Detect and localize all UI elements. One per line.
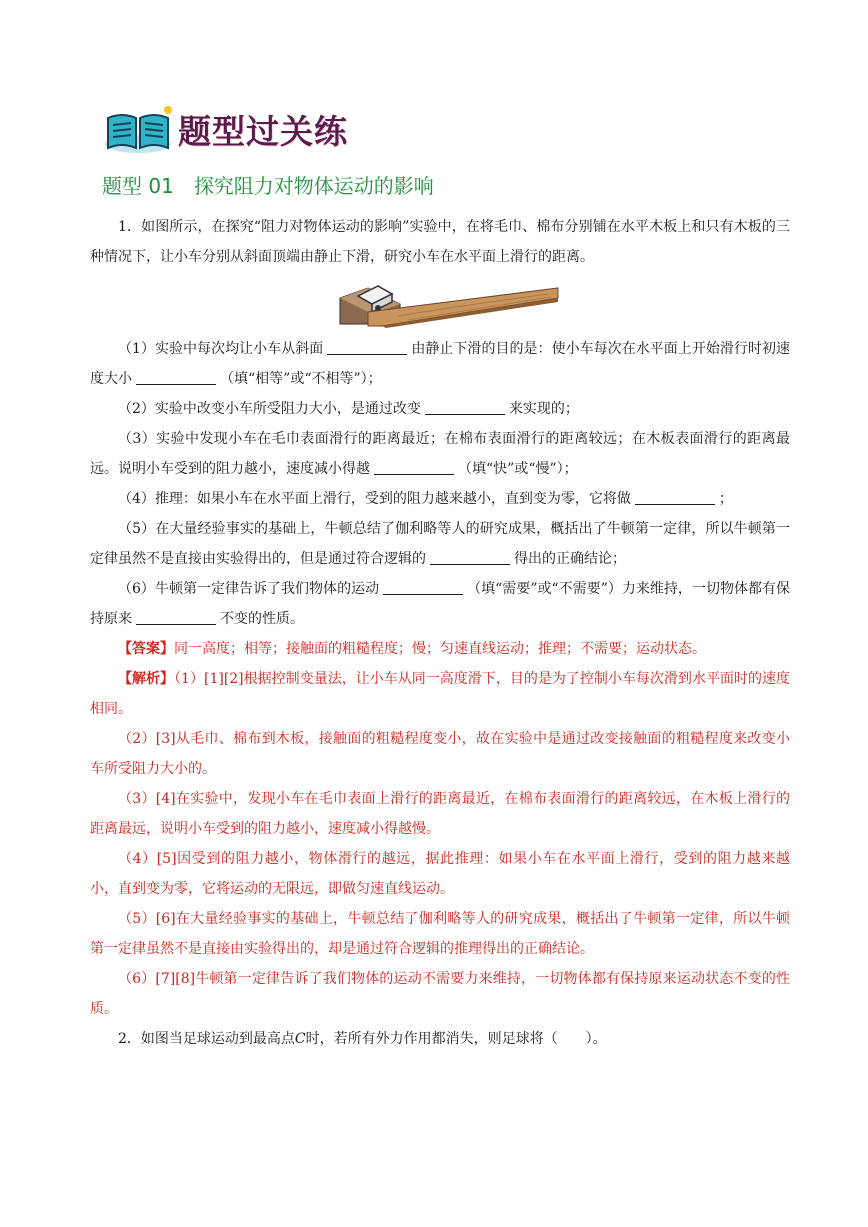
answer-blank[interactable] xyxy=(430,548,510,565)
answer-blank[interactable] xyxy=(425,398,505,415)
answer-blank[interactable] xyxy=(635,488,715,505)
analysis-5: （5）[6]在大量经验事实的基础上，牛顿总结了伽利略等人的研究成果，概括出了牛顿第一定律，所以牛顿第一定律虽然不是直接由实验得出的，却是通过符合逻辑的推理得出的正确结论。 xyxy=(90,911,790,957)
answer-blank[interactable] xyxy=(383,578,463,595)
part-1: （1）实验中每次均让小车从斜面 由静止下滑的目的是：使小车每次在水平面上开始滑行时初速度大小 （填“相等”或“不相等”）； xyxy=(90,334,790,394)
part-5: （5）在大量经验事实的基础上，牛顿总结了伽利略等人的研究成果，概括出了牛顿第一定律，所以牛顿第一定律虽然不是直接由实验得出的，但是通过符合逻辑的 得出的正确结论； xyxy=(90,521,790,567)
analysis-1: 【解析】（1）[1][2]根据控制变量法，让小车从同一高度滑下，目的是为了控制小车每次滑到水平面时的速度相同。 xyxy=(90,671,790,717)
question-1-stem xyxy=(90,212,790,272)
answer-blank[interactable] xyxy=(374,458,454,475)
analysis-2: （2）[3]从毛巾、棉布到木板，接触面的粗糙程度变小，故在实验中是通过改变接触面的粗糙程度来改变小车所受阻力大小的。 xyxy=(90,731,790,777)
question-1-parts xyxy=(90,334,790,1054)
open-book-icon xyxy=(104,104,172,154)
analysis-6: （6）[7][8]牛顿第一定律告诉了我们物体的运动不需要力来维持，一切物体都有保持原来运动状态不变的性质。 xyxy=(90,971,790,1017)
part-6: （6）牛顿第一定律告诉了我们物体的运动 （填“需要”或“不需要”）力来维持，一切物体都有保持原来 不变的性质。 xyxy=(90,574,790,634)
part-3: （3）实验中发现小车在毛巾表面滑行的距离最近；在棉布表面滑行的距离较远；在木板表面滑行的距离最远。说明小车受到的阻力越小，速度减小得越 （填“快”或“慢”）； xyxy=(90,431,790,477)
section-number: 题型 01 xyxy=(102,174,174,198)
part-2: （2）实验中改变小车所受阻力大小，是通过改变 来实现的； xyxy=(90,394,790,424)
question-2-stem: 2．如图当足球运动到最高点C时，若所有外力作用都消失，则足球将（ ）。 xyxy=(118,1031,607,1047)
analysis-4: （4）[5]因受到的阻力越小，物体滑行的越远，据此推理：如果小车在水平面上滑行，受到的阻力越来越小，直到变为零，它将运动的无限远，即做匀速直线运动。 xyxy=(90,851,790,897)
answer-blank[interactable] xyxy=(327,338,407,355)
incline-board-figure xyxy=(338,284,560,328)
header-title: 题型过关练 xyxy=(178,112,348,151)
section-name: 探究阻力对物体运动的影响 xyxy=(193,174,434,198)
section-header xyxy=(104,104,404,156)
answer-blank[interactable] xyxy=(136,608,216,625)
analysis-3: （3）[4]在实验中，发现小车在毛巾表面上滑行的距离最近，在棉布表面滑行的距离较远，在木板上滑行的距离最远，说明小车受到的阻力越小，速度减小得越慢。 xyxy=(90,791,790,837)
part-4: （4）推理：如果小车在水平面上滑行，受到的阻力越来越小，直到变为零，它将做 ； xyxy=(90,484,790,514)
question-stem: 1．如图所示，在探究“阻力对物体运动的影响”实验中，在将毛巾、棉布分别铺在水平木板上和只有木板的三种情况下，让小车分别从斜面顶端由静止下滑，研究小车在水平面上滑行的距离。 xyxy=(90,219,790,265)
section-title xyxy=(102,170,434,199)
answer-blank[interactable] xyxy=(136,368,216,385)
answer-line: 【答案】同一高度；相等；接触面的粗糙程度；慢；匀速直线运动；推理；不需要；运动状态。 xyxy=(118,641,706,657)
